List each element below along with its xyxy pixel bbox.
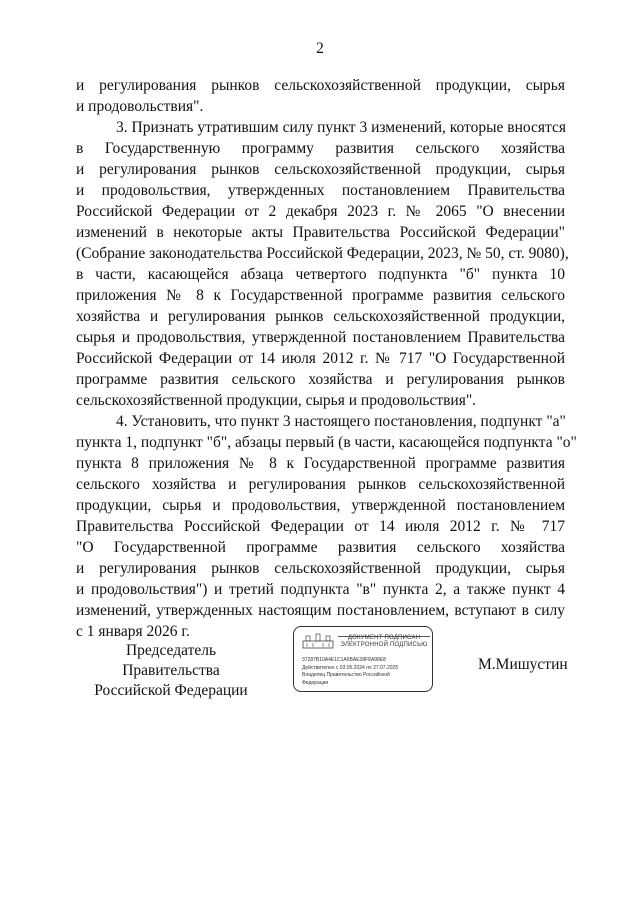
- paragraph-3-line: программе развития сельского хозяйства и регулирования рынков: [76, 371, 565, 388]
- paragraph-4-line: 4. Установить, что пункт 3 настоящего постановления, подпункт "а": [116, 413, 566, 430]
- paragraph-2-line: и продовольствия".: [76, 98, 204, 115]
- paragraph-3-line: 3. Признать утратившим силу пункт 3 изменений, которые вносятся: [116, 119, 567, 136]
- paragraph-2-line: и регулирования рынков сельскохозяйственной продукции, сырья: [76, 77, 565, 94]
- paragraph-3-line: изменений в некоторые акты Правительства Российской Федерации": [76, 224, 565, 241]
- stamp-owner: Федерации: [302, 679, 329, 686]
- paragraph-4-line: сельского хозяйства и регулирования рынков сельскохозяйственной: [76, 476, 565, 493]
- stamp-heading: [338, 635, 430, 649]
- paragraph-3-line: в Государственную программу развития сельского хозяйства: [76, 140, 565, 157]
- stamp-heading-line: ЭЛЕКТРОННОЙ ПОДПИСЬЮ: [340, 642, 428, 648]
- signer-title: [76, 641, 266, 701]
- paragraph-4-line: с 1 января 2026 г.: [76, 623, 190, 640]
- emblem-icon: [302, 633, 334, 649]
- page-number: 2: [316, 40, 324, 57]
- paragraph-3-line: и продовольствия, утвержденных постановлением Правительства: [76, 182, 565, 199]
- paragraph-3-line: Российской Федерации от 14 июля 2012 г. № 717 "О Государственной: [76, 350, 565, 367]
- paragraph-4-line: продукции, сырья и продовольствия, утвержденной постановлением: [76, 497, 565, 514]
- paragraph-3-line: сельскохозяйственной продукции, сырья и продовольствия".: [76, 392, 477, 409]
- paragraph-3-line: хозяйства и регулирования рынков сельскохозяйственной продукции,: [76, 308, 565, 325]
- stamp-details: [302, 657, 430, 687]
- signer-name: М.Мишустин: [478, 656, 568, 673]
- paragraph-3-line: Российской Федерации от 2 декабря 2023 г. № 2065 "О внесении: [76, 203, 565, 220]
- stamp-heading-line: ДОКУМЕНТ ПОДПИСАН: [347, 635, 421, 641]
- paragraph-4-line: пункта 1, подпункт "б", абзацы первый (в части, касающейся подпункта "о": [76, 434, 577, 451]
- paragraph-4-line: пункта 8 приложения № 8 к Государственной программе развития: [76, 455, 565, 472]
- paragraph-3-line: в части, касающейся абзаца четвертого подпункта "б" пункта 10: [76, 266, 565, 283]
- paragraph-4-line: и продовольствия") и третий подпункта "в" пункта 2, а также пункт 4: [76, 581, 565, 598]
- paragraph-4-line: Правительства Российской Федерации от 14 июля 2012 г. № 717: [76, 518, 565, 535]
- stamp-owner: Владелец Правительство Российской: [302, 672, 390, 678]
- paragraph-3-line: и регулирования рынков сельскохозяйственной продукции, сырья: [76, 161, 565, 178]
- signer-title-line: Председатель Правительства: [122, 642, 220, 679]
- stamp-certificate: 37287B10A4E1C1A6BAE38F8A98E8: [302, 657, 386, 663]
- paragraph-3-line: приложения № 8 к Государственной программе развития сельского: [76, 287, 565, 304]
- signer-title-line: Российской Федерации: [94, 682, 248, 699]
- paragraph-4-line: "О Государственной программе развития сельского хозяйства: [76, 539, 565, 556]
- paragraph-3-line: сырья и продовольствия, утвержденной постановлением Правительства: [76, 329, 565, 346]
- paragraph-4-line: и регулирования рынков сельскохозяйственной продукции, сырья: [76, 560, 565, 577]
- e-signature-stamp: [293, 626, 433, 692]
- paragraph-4-line: изменений, утвержденных настоящим постановлением, вступают в силу: [76, 602, 565, 619]
- stamp-validity: Действителен с 03.05.2024 по 27.07.2025: [302, 664, 399, 671]
- paragraph-3-line: (Собрание законодательства Российской Федерации, 2023, № 50, ст. 9080),: [76, 245, 569, 262]
